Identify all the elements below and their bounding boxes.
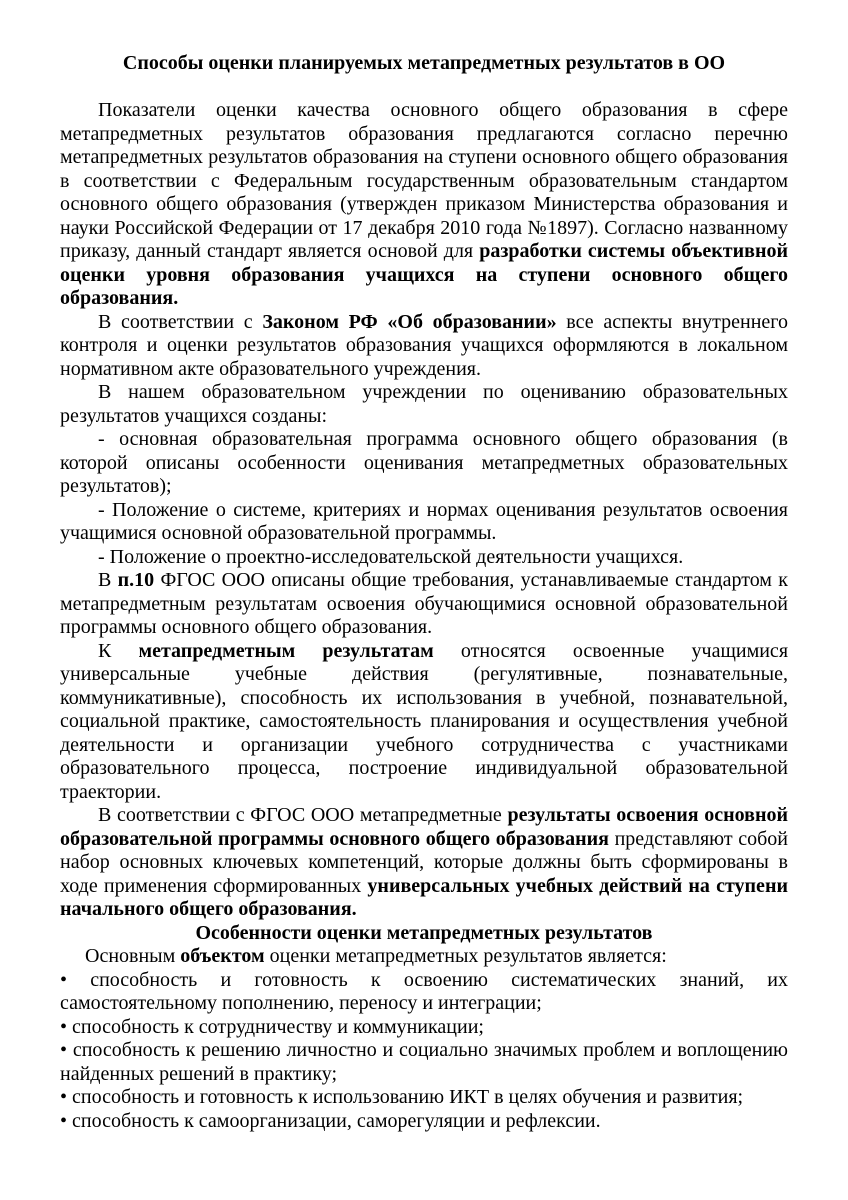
list-item-program <box>60 428 788 499</box>
paragraph-object-text-1: Основным <box>85 945 181 967</box>
paragraph-competencies-text-1: В соответствии с ФГОС ООО метапредметные <box>98 804 508 826</box>
paragraph-fgos-p10-text-1: В <box>98 569 118 591</box>
paragraph-metasubject-results-bold-text: метапредметным результатам <box>138 639 434 662</box>
paragraph-competencies <box>60 804 788 922</box>
paragraph-competencies-bold-text-2: универсальных учебных действий на ступени начального общего образования. <box>60 874 788 920</box>
paragraph-indicators-bold-text: разработки системы объективной оценки уровня образования учащихся на ступени основного общего образования. <box>60 240 788 309</box>
bullet-item-self-organization-text: способность к самоорганизации, саморегуляции и рефлексии. <box>72 1109 601 1132</box>
paragraph-law-bold-text: Законом РФ «Об образовании» <box>262 310 557 333</box>
paragraph-institution <box>60 381 788 428</box>
bullet-item-knowledge <box>60 969 788 1016</box>
paragraph-competencies-text-2: представляют собой набор основных ключевых компетенций, которые должны быть сформированы в ходе применения сформированных <box>60 827 788 897</box>
paragraph-law-text-1: В соответствии с <box>98 310 263 333</box>
paragraph-competencies-bold-text-1: результаты освоения основной образовательной программы основного общего образования <box>60 804 788 850</box>
list-item-program-text: - основная образовательная программа основного общего образования (в которой описаны особенности оценивания метапредметных образовательных результатов); <box>60 428 788 497</box>
bullet-item-knowledge-text: способность и готовность к освоению систематических знаний, их самостоятельному пополнению, переносу и интеграции; <box>60 968 788 1014</box>
paragraph-metasubject-results-text-1: К <box>98 639 139 662</box>
paragraph-object-text-2: оценки метапредметных результатов является: <box>264 945 667 967</box>
bullet-icon: • <box>60 1086 68 1108</box>
bullet-icon: • <box>60 1015 68 1038</box>
bullet-item-ict <box>60 1086 788 1110</box>
paragraph-fgos-p10 <box>60 569 788 640</box>
paragraph-metasubject-results-text-2: относятся освоенные учащимися универсальные учебные действия (регулятивные, познавательные, коммуникативные), способность их использования в учебной, познавательной, социальной практике, самостоятельность планирования и осуществления учебной деятельности и организации учебного сотрудничества с участниками образовательного процесса, построение индивидуальной образовательной траектории. <box>60 639 789 803</box>
bullet-icon: • <box>60 968 68 991</box>
paragraph-law-text-2: все аспекты внутреннего контроля и оценки результатов образования учащихся оформляются в локальном нормативном акте образовательного учреждения. <box>60 310 788 380</box>
paragraph-object-bold-text: объектом <box>180 945 265 967</box>
paragraph-indicators <box>60 99 788 311</box>
paragraph-law <box>60 311 788 382</box>
bullet-item-cooperation <box>60 1016 788 1040</box>
bullet-item-cooperation-text: способность к сотрудничеству и коммуникации; <box>72 1015 484 1038</box>
paragraph-fgos-p10-bold-text: п.10 <box>117 569 155 591</box>
list-item-regulation-project <box>60 546 788 570</box>
paragraph-fgos-p10-text-2: ФГОС ООО описаны общие требования, устанавливаемые стандартом к метапредметным результатам освоения обучающимися основной образовательной программы основного общего образования. <box>60 569 788 638</box>
section-heading-features: Особенности оценки метапредметных результатов <box>195 921 653 944</box>
bullet-item-problem-solving <box>60 1039 788 1086</box>
bullet-icon: • <box>60 1039 68 1061</box>
list-item-regulation-criteria <box>60 499 788 546</box>
bullet-item-ict-text: способность и готовность к использованию ИКТ в целях обучения и развития; <box>72 1086 744 1108</box>
paragraph-metasubject-results <box>60 640 788 805</box>
list-item-regulation-project-text: - Положение о проектно-исследовательской деятельности учащихся. <box>98 545 684 568</box>
document-title: Способы оценки планируемых метапредметных результатов в ОО <box>122 52 726 74</box>
bullet-item-problem-solving-text: способность к решению личностно и социально значимых проблем и воплощению найденных решений в практику; <box>60 1039 789 1085</box>
list-item-regulation-criteria-text: - Положение о системе, критериях и нормах оценивания результатов освоения учащимися основной образовательной программы. <box>60 498 788 544</box>
bullet-item-self-organization <box>60 1110 788 1134</box>
paragraph-indicators-text: Показатели оценки качества основного общего образования в сфере метапредметных результатов образования предлагаются согласно перечню метапредметных результатов образования на ступени основного общего образования в соответствии с Федеральным государственным образовательным стандартом основного общего образования (утвержден приказом Министерства образования и науки Российской Федерации от 17 декабря 2010 года №1897). Согласно названному приказу, данный стандарт является основой для <box>60 99 788 262</box>
bullet-icon: • <box>60 1109 68 1132</box>
paragraph-institution-text: В нашем образовательном учреждении по оцениванию образовательных результатов учащихся созданы: <box>60 381 788 427</box>
paragraph-object <box>60 945 788 969</box>
